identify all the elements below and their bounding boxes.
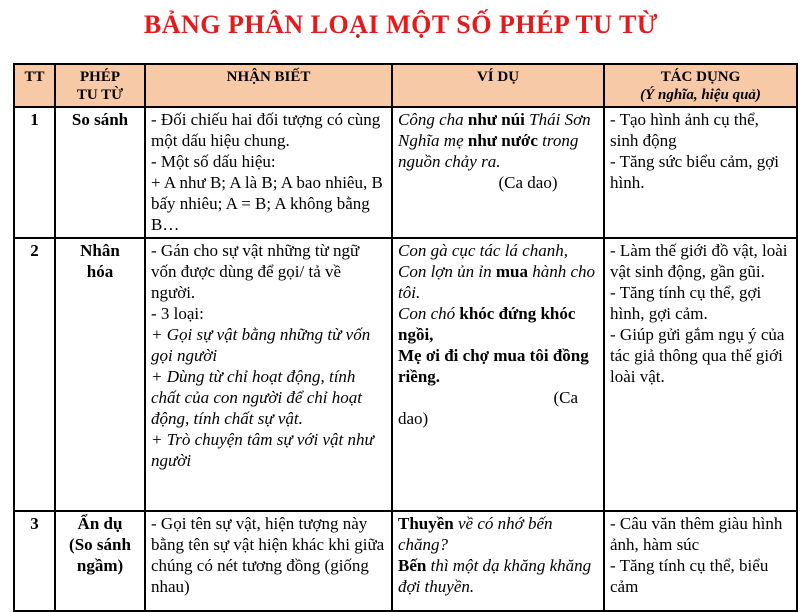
row-number: 1 (14, 107, 55, 238)
effect-cell: - Làm thế giới đồ vật, loài vật sinh động, gần gũi. - Tăng tính cụ thể, gợi hình, gợi cảm. - Giúp gửi gắm ngụ ý của tác giả thông qua thế giới loài vật. (604, 238, 797, 511)
table-row (14, 238, 797, 511)
example-cell: Thuyền về có nhớ bến chăng? Bến thì một dạ khăng khăng đợi thuyền. (392, 511, 604, 611)
header-row (14, 64, 797, 107)
recognition-cell: - Gán cho sự vật những từ ngữ vốn được dùng để gọi/ tả về người. - 3 loại: + Gọi sự vật bằng những từ vốn gọi người + Dùng từ chỉ hoạt động, tính chất của con người để chỉ hoạt động, tính chất sự vật. + Trò chuyện tâm sự với vật như người (145, 238, 392, 511)
header-tac-dung: TÁC DỤNG (Ý nghĩa, hiệu quả) (604, 64, 797, 107)
rhetoric-table (13, 63, 798, 612)
device-name: Nhân hóa (55, 238, 145, 511)
header-phep-tu-tu: PHÉP TU TỪ (55, 64, 145, 107)
example-cell: Con gà cục tác lá chanh, Con lợn ủn ỉn mua hành cho tôi. Con chó khóc đứng khóc ngồi, Mẹ ơi đi chợ mua tôi đồng riềng. (Ca dao) (392, 238, 604, 511)
recognition-cell: - Đối chiếu hai đối tượng có cùng một dấu hiệu chung. - Một số dấu hiệu: + A như B; A là B; A bao nhiêu, B bấy nhiêu; A = B; A không bằng B… (145, 107, 392, 238)
table-row (14, 511, 797, 611)
recognition-cell: - Gọi tên sự vật, hiện tượng này bằng tên sự vật hiện khác khi giữa chúng có nét tương đồng (giống nhau) (145, 511, 392, 611)
effect-cell: - Tạo hình ảnh cụ thể, sinh động - Tăng sức biểu cảm, gợi hình. (604, 107, 797, 238)
device-name: So sánh (55, 107, 145, 238)
header-tt: TT (14, 64, 55, 107)
example-cell: Công cha như núi Thái Sơn Nghĩa mẹ như nước trong nguồn chảy ra. (Ca dao) (392, 107, 604, 238)
header-nhan-biet: NHẬN BIẾT (145, 64, 392, 107)
effect-cell: - Câu văn thêm giàu hình ảnh, hàm súc - Tăng tính cụ thể, biểu cảm (604, 511, 797, 611)
row-number: 3 (14, 511, 55, 611)
page-title: BẢNG PHÂN LOẠI MỘT SỐ PHÉP TU TỪ (143, 10, 659, 39)
header-vi-du: VÍ DỤ (392, 64, 604, 107)
device-name: Ẩn dụ (So sánh ngầm) (55, 511, 145, 611)
row-number: 2 (14, 238, 55, 511)
table-row (14, 107, 797, 238)
